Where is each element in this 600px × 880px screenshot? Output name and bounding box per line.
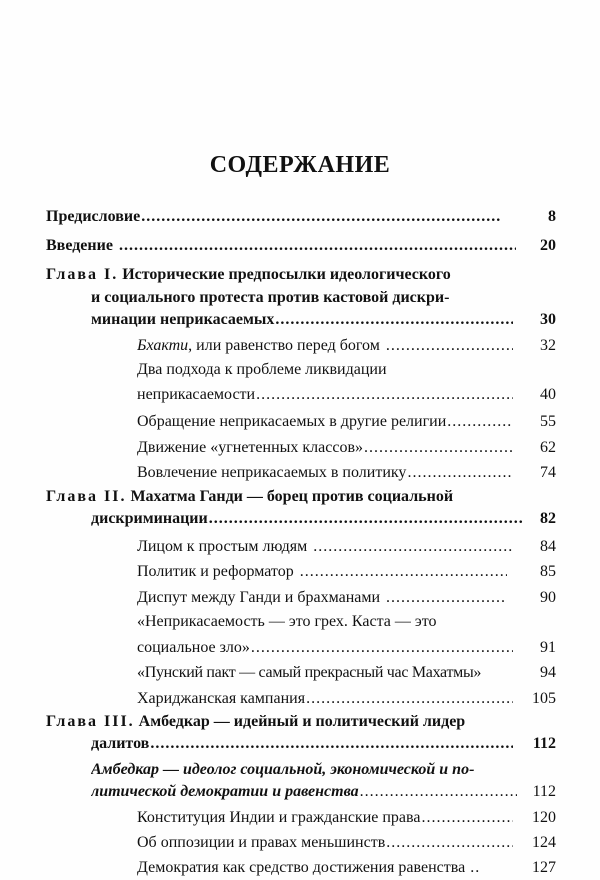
page-number: 30 <box>540 311 556 328</box>
page-title: СОДЕРЖАНИЕ <box>209 152 391 178</box>
page-number: 20 <box>540 237 556 254</box>
leader-dots: .. <box>470 859 481 876</box>
entry-line <box>0 781 600 803</box>
chapter-heading-line <box>0 309 600 331</box>
entry-label: Лицом к простым людям <box>137 538 308 555</box>
chapter-heading-line <box>0 508 600 530</box>
page-number: 120 <box>532 809 556 826</box>
entry-label: Обращение неприкасаемых в другие религии <box>137 413 447 430</box>
toc-entry-introduction[interactable] <box>0 235 600 257</box>
entry-label: , или равенство перед богом <box>188 337 380 354</box>
page-number: 82 <box>540 510 556 527</box>
toc-entry-bhakti[interactable] <box>0 335 600 357</box>
toc-entry-conversion[interactable] <box>0 411 600 433</box>
chapter-prefix: Глава II. <box>46 488 127 505</box>
entry-label: Исторические предпосылки идеологического <box>122 266 451 283</box>
leader-dots <box>150 733 513 755</box>
leader-dots <box>251 637 513 659</box>
chapter-heading-line <box>0 264 600 286</box>
toc-entry-politics[interactable] <box>0 462 600 484</box>
page-number: 112 <box>532 783 556 800</box>
entry-label: социальное зло» <box>137 639 250 656</box>
leader-dots <box>313 536 513 558</box>
leader-dots <box>421 807 513 829</box>
entry-label: литической демократии и равенства <box>91 783 359 800</box>
leader-dots <box>360 781 517 803</box>
page-number: 105 <box>532 690 556 707</box>
toc-entry-depressed-classes[interactable] <box>0 437 600 459</box>
entry-line <box>0 611 600 633</box>
page-number: 85 <box>540 563 556 580</box>
page-number: 32 <box>540 337 556 354</box>
leader-dots <box>256 384 513 406</box>
entry-label: Хариджанская кампания <box>137 690 306 707</box>
entry-label: Вовлечение неприкасаемых в политику <box>137 464 407 481</box>
page-number: 90 <box>540 589 556 606</box>
entry-label: Два подхода к проблеме ликвидации <box>137 361 387 378</box>
leader-dots <box>407 462 513 484</box>
entry-label: Политик и реформатор <box>137 563 294 580</box>
toc-entry-dispute[interactable] <box>0 587 600 609</box>
entry-line <box>0 759 600 781</box>
entry-label: Об оппозиции и правах меньшинств <box>137 834 386 851</box>
leader-dots <box>300 561 507 583</box>
page-number: 8 <box>548 208 556 225</box>
entry-line <box>0 359 600 381</box>
entry-label: неприкасаемости <box>137 386 256 403</box>
entry-label: Предисловие <box>46 208 141 225</box>
leader-dots <box>141 206 500 228</box>
page-number: 124 <box>532 834 556 851</box>
entry-label: Махатма Ганди — борец против социальной <box>130 488 454 505</box>
leader-dots <box>209 508 523 530</box>
toc-entry-face-to-people[interactable] <box>0 536 600 558</box>
page-number: 84 <box>540 538 556 555</box>
page-number: 112 <box>532 735 556 752</box>
entry-label: Амбедкар — идеолог социальной, экономической и по- <box>91 761 475 778</box>
toc-entry-constitution[interactable] <box>0 807 600 829</box>
entry-label: дискриминации <box>91 510 208 527</box>
toc-entry-democracy[interactable] <box>0 857 600 879</box>
leader-dots <box>306 688 513 710</box>
page-number: 74 <box>540 464 556 481</box>
entry-label: Движение «угнетенных классов» <box>137 439 364 456</box>
entry-line <box>0 637 600 659</box>
leader-dots <box>386 832 513 854</box>
toc-entry-preface[interactable] <box>0 206 600 228</box>
chapter-heading-line <box>0 711 600 733</box>
chapter-heading-line <box>0 486 600 508</box>
page-number: 127 <box>532 859 556 876</box>
chapter-prefix: Глава III. <box>46 713 135 730</box>
entry-label: минации неприкасаемых <box>91 311 275 328</box>
entry-label: «Неприкасаемость — это грех. Каста — это <box>137 613 437 630</box>
leader-dots <box>447 411 513 433</box>
entry-label: и социального протеста против кастовой дискри- <box>91 289 450 306</box>
toc-entry-opposition[interactable] <box>0 832 600 854</box>
toc-entry-harijan-campaign[interactable] <box>0 688 600 710</box>
chapter-heading-line <box>0 287 600 309</box>
leader-dots <box>386 335 513 357</box>
entry-line <box>0 384 600 406</box>
toc-entry-politician[interactable] <box>0 561 600 583</box>
entry-label: «Пунский пакт — самый прекрасный час Махатмы» <box>137 664 482 681</box>
entry-label: Демократия как средство достижения равенства <box>137 859 466 876</box>
chapter-prefix: Глава I. <box>46 266 119 283</box>
entry-label: далитов <box>91 735 150 752</box>
entry-label-italic: Бхакти <box>137 337 189 354</box>
entry-label: Диспут между Ганди и брахманами <box>137 589 381 606</box>
page-number: 55 <box>540 413 556 430</box>
page-number: 94 <box>540 664 556 681</box>
page-number: 62 <box>540 439 556 456</box>
page-number: 40 <box>540 386 556 403</box>
entry-label: Введение <box>46 237 113 254</box>
leader-dots <box>275 309 513 331</box>
leader-dots <box>364 437 513 459</box>
entry-label: Амбедкар — идейный и политический лидер <box>138 713 466 730</box>
page-number: 91 <box>540 639 556 656</box>
leader-dots <box>119 235 516 257</box>
chapter-heading-line <box>0 733 600 755</box>
toc-entry-poona-pact[interactable] <box>0 662 600 684</box>
entry-label: Конституция Индии и гражданские права <box>137 809 421 826</box>
leader-dots <box>386 587 507 609</box>
